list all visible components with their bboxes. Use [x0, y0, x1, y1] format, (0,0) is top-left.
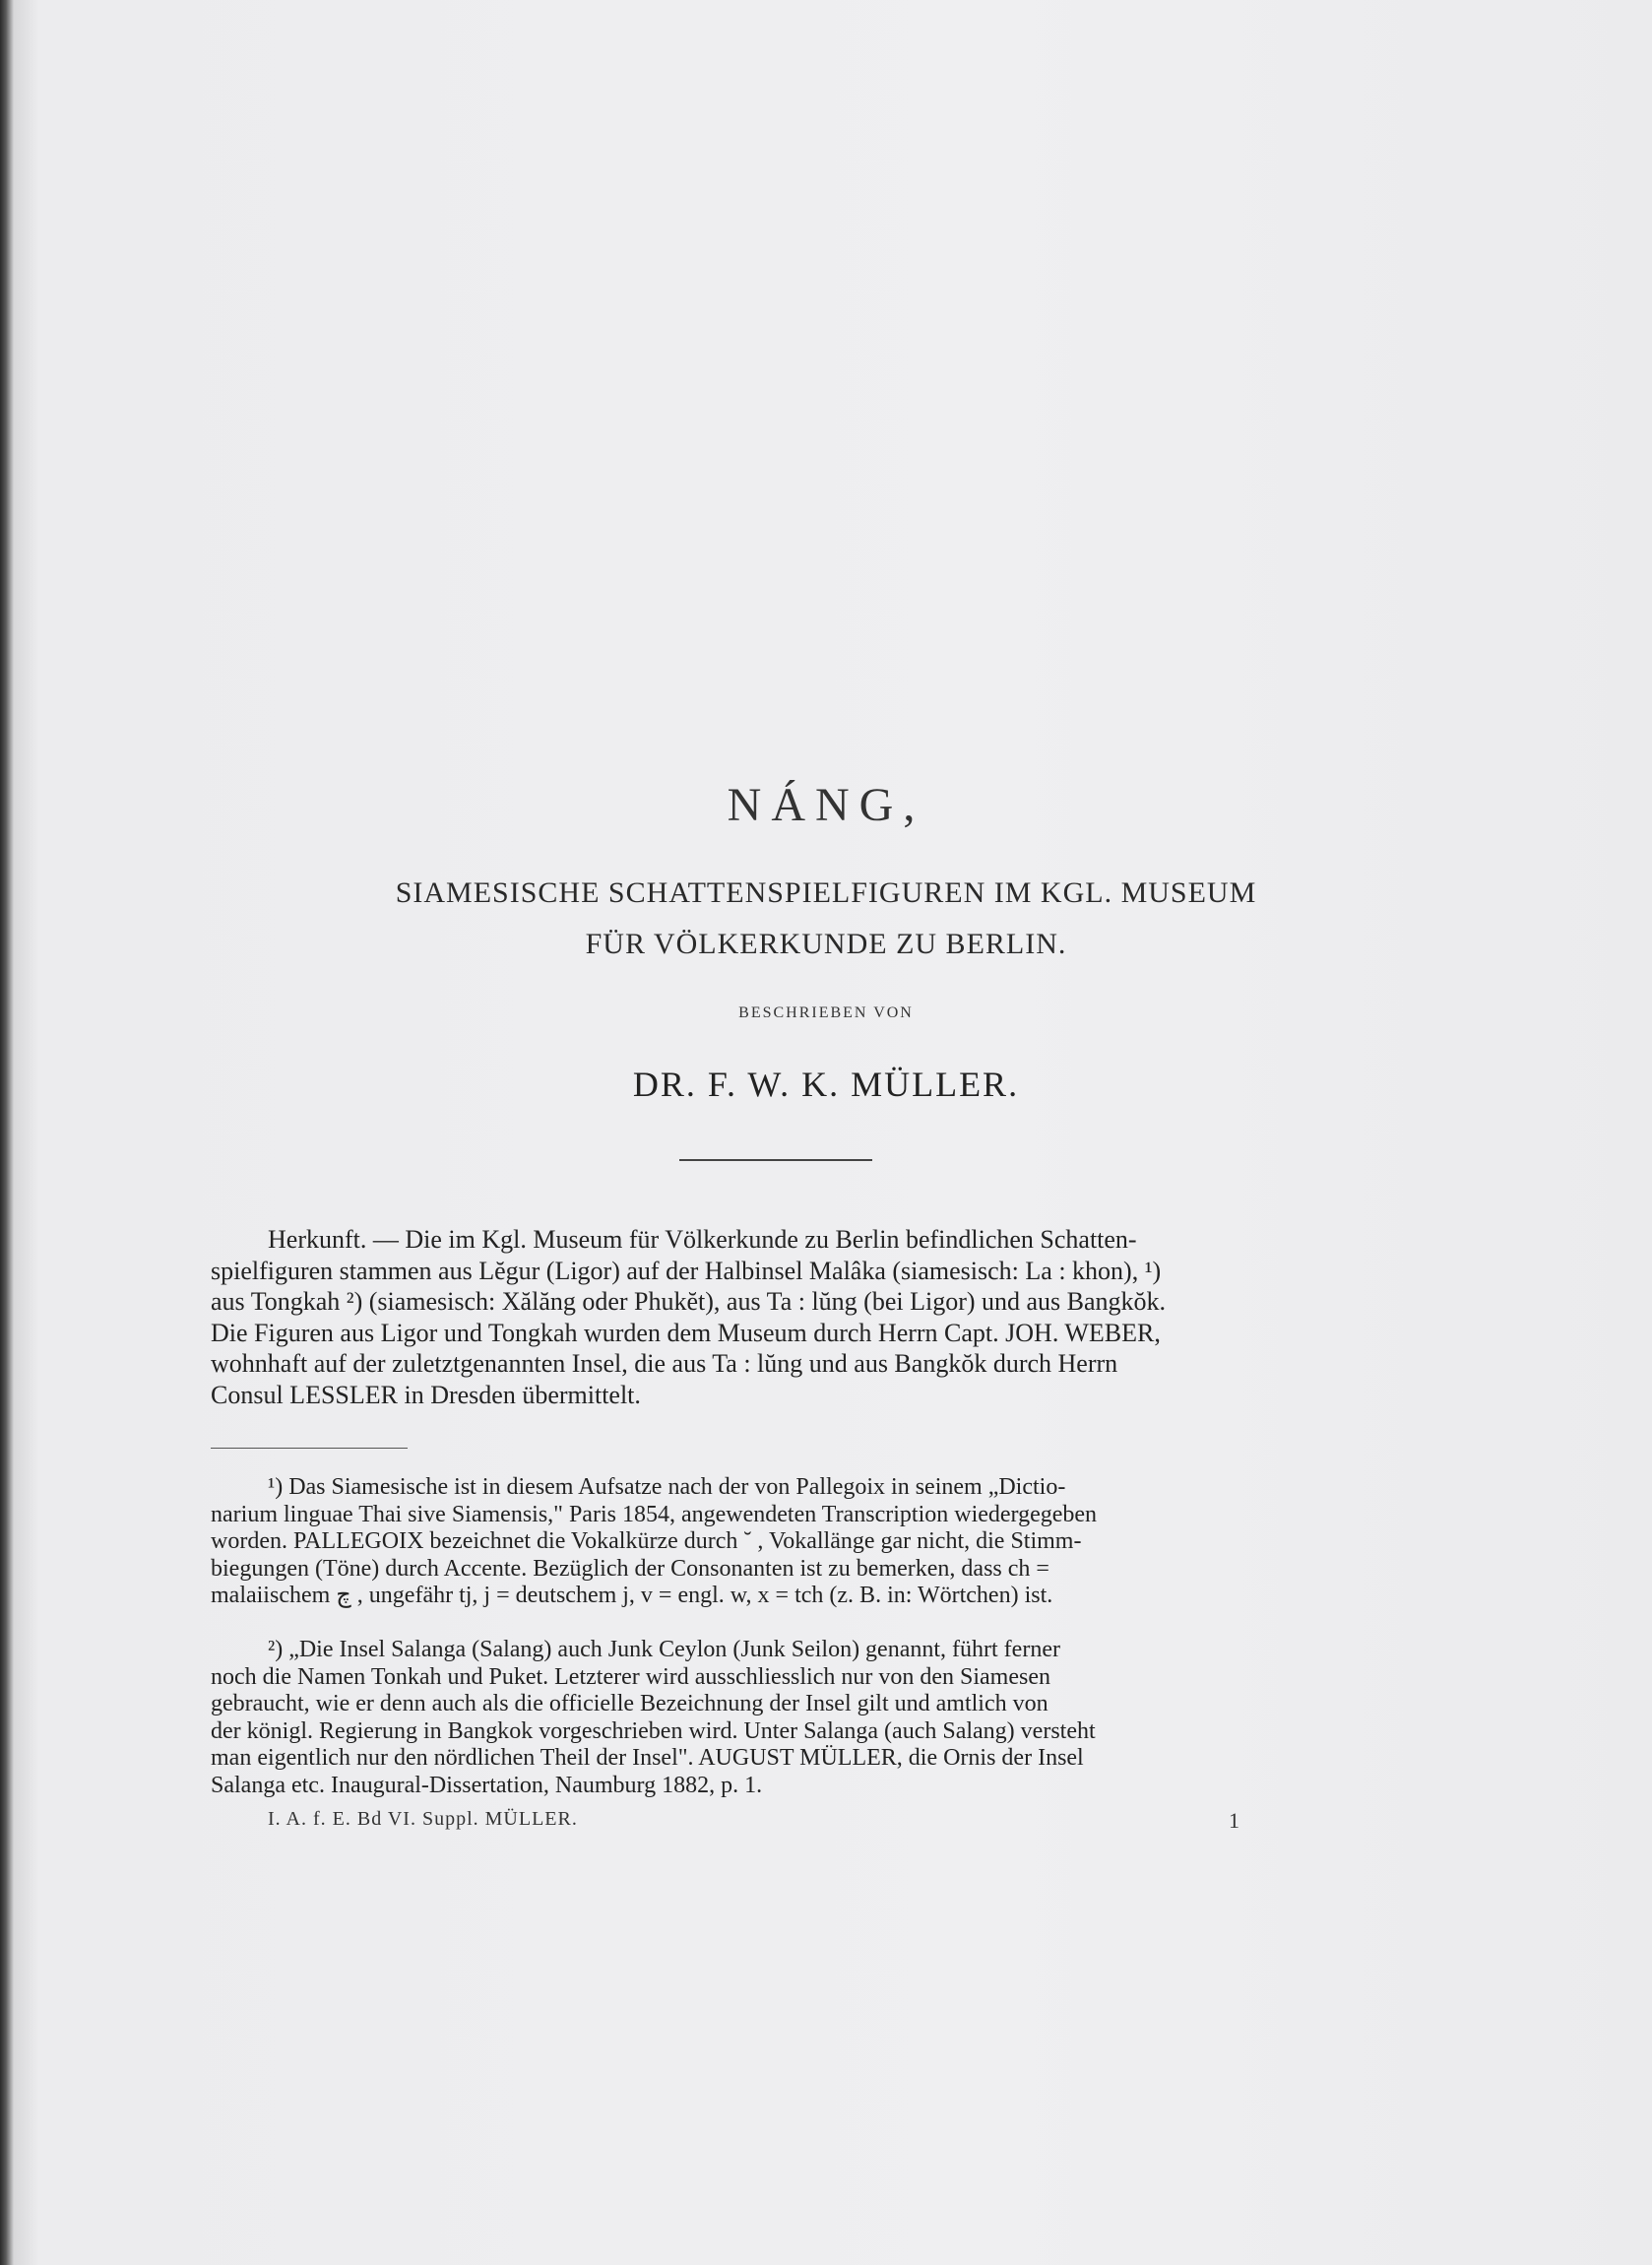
- footnote-2: [211, 1637, 1335, 1799]
- body-line: wohnhaft auf der zuletztgenannten Insel, die aus Ta : lŭng und aus Bangkŏk durch Herrn: [211, 1349, 1118, 1378]
- described-by-label: BESCHRIEBEN VON: [738, 1004, 914, 1021]
- author-name: DR. F. W. K. MÜLLER.: [632, 1065, 1020, 1104]
- page-number: 1: [1229, 1808, 1239, 1833]
- footnote-line: ²) „Die Insel Salanga (Salang) auch Junk Ceylon (Junk Seilon) genannt, führt ferner: [268, 1637, 1060, 1662]
- body-paragraph: [211, 1224, 1335, 1410]
- page-binding-edge: [0, 0, 14, 2265]
- footnote-line: man eigentlich nur den nördlichen Theil der Insel". AUGUST MÜLLER, die Ornis der Insel: [211, 1745, 1084, 1771]
- body-line: spielfiguren stammen aus Lĕgur (Ligor) auf der Halbinsel Malâka (siamesisch: La : khon), ¹): [211, 1256, 1162, 1285]
- footnote-line: ¹) Das Siamesische ist in diesem Aufsatze nach der von Pallegoix in seinem „Dictio-: [268, 1474, 1066, 1500]
- footnote-1: [211, 1474, 1335, 1610]
- journal-reference: I. A. f. E. Bd VI. Suppl. MÜLLER.: [268, 1808, 578, 1830]
- footnote-divider: [211, 1448, 408, 1449]
- footnote-line: Salanga etc. Inaugural-Dissertation, Naumburg 1882, p. 1.: [211, 1772, 763, 1798]
- footnote-line: noch die Namen Tonkah und Puket. Letzterer wird ausschliesslich nur von den Siamesen: [211, 1663, 1050, 1690]
- footnote-line: narium linguae Thai sive Siamensis," Paris 1854, angewendeten Transcription wiedergegeben: [211, 1501, 1098, 1527]
- body-line: Die Figuren aus Ligor und Tongkah wurden dem Museum durch Herrn Capt. JOH. WEBER,: [211, 1318, 1161, 1347]
- subtitle-line-2: FÜR VÖLKERKUNDE ZU BERLIN.: [585, 928, 1067, 960]
- footnote-line: der königl. Regierung in Bangkok vorgeschrieben wird. Unter Salanga (auch Salang) versteht: [211, 1717, 1096, 1744]
- footnote-line: worden. PALLEGOIX bezeichnet die Vokalkürze durch ˘ , Vokallänge gar nicht, die Stimm-: [211, 1528, 1082, 1554]
- title-divider: [679, 1159, 872, 1161]
- footnote-line: gebraucht, wie er denn auch als die officielle Bezeichnung der Insel gilt und amtlich von: [211, 1691, 1048, 1716]
- subtitle-line-1: SIAMESISCHE SCHATTENSPIELFIGUREN IM KGL. MUSEUM: [395, 876, 1257, 909]
- body-line: Herkunft. — Die im Kgl. Museum für Völkerkunde zu Berlin befindlichen Schatten-: [268, 1225, 1137, 1254]
- footnote-line: malaiischem چ , ungefähr tj, j = deutschem j, v = engl. w, x = tch (z. B. in: Wörtchen) ist.: [211, 1583, 1053, 1608]
- page-title: NÁNG,: [727, 779, 925, 831]
- footnote-line: biegungen (Töne) durch Accente. Bezüglich der Consonanten ist zu bemerken, dass ch =: [211, 1555, 1049, 1582]
- body-line: aus Tongkah ²) (siamesisch: Xălăng oder Phukĕt), aus Ta : lŭng (bei Ligor) und aus Bangkŏk.: [211, 1287, 1167, 1316]
- body-line: Consul LESSLER in Dresden übermittelt.: [211, 1380, 641, 1409]
